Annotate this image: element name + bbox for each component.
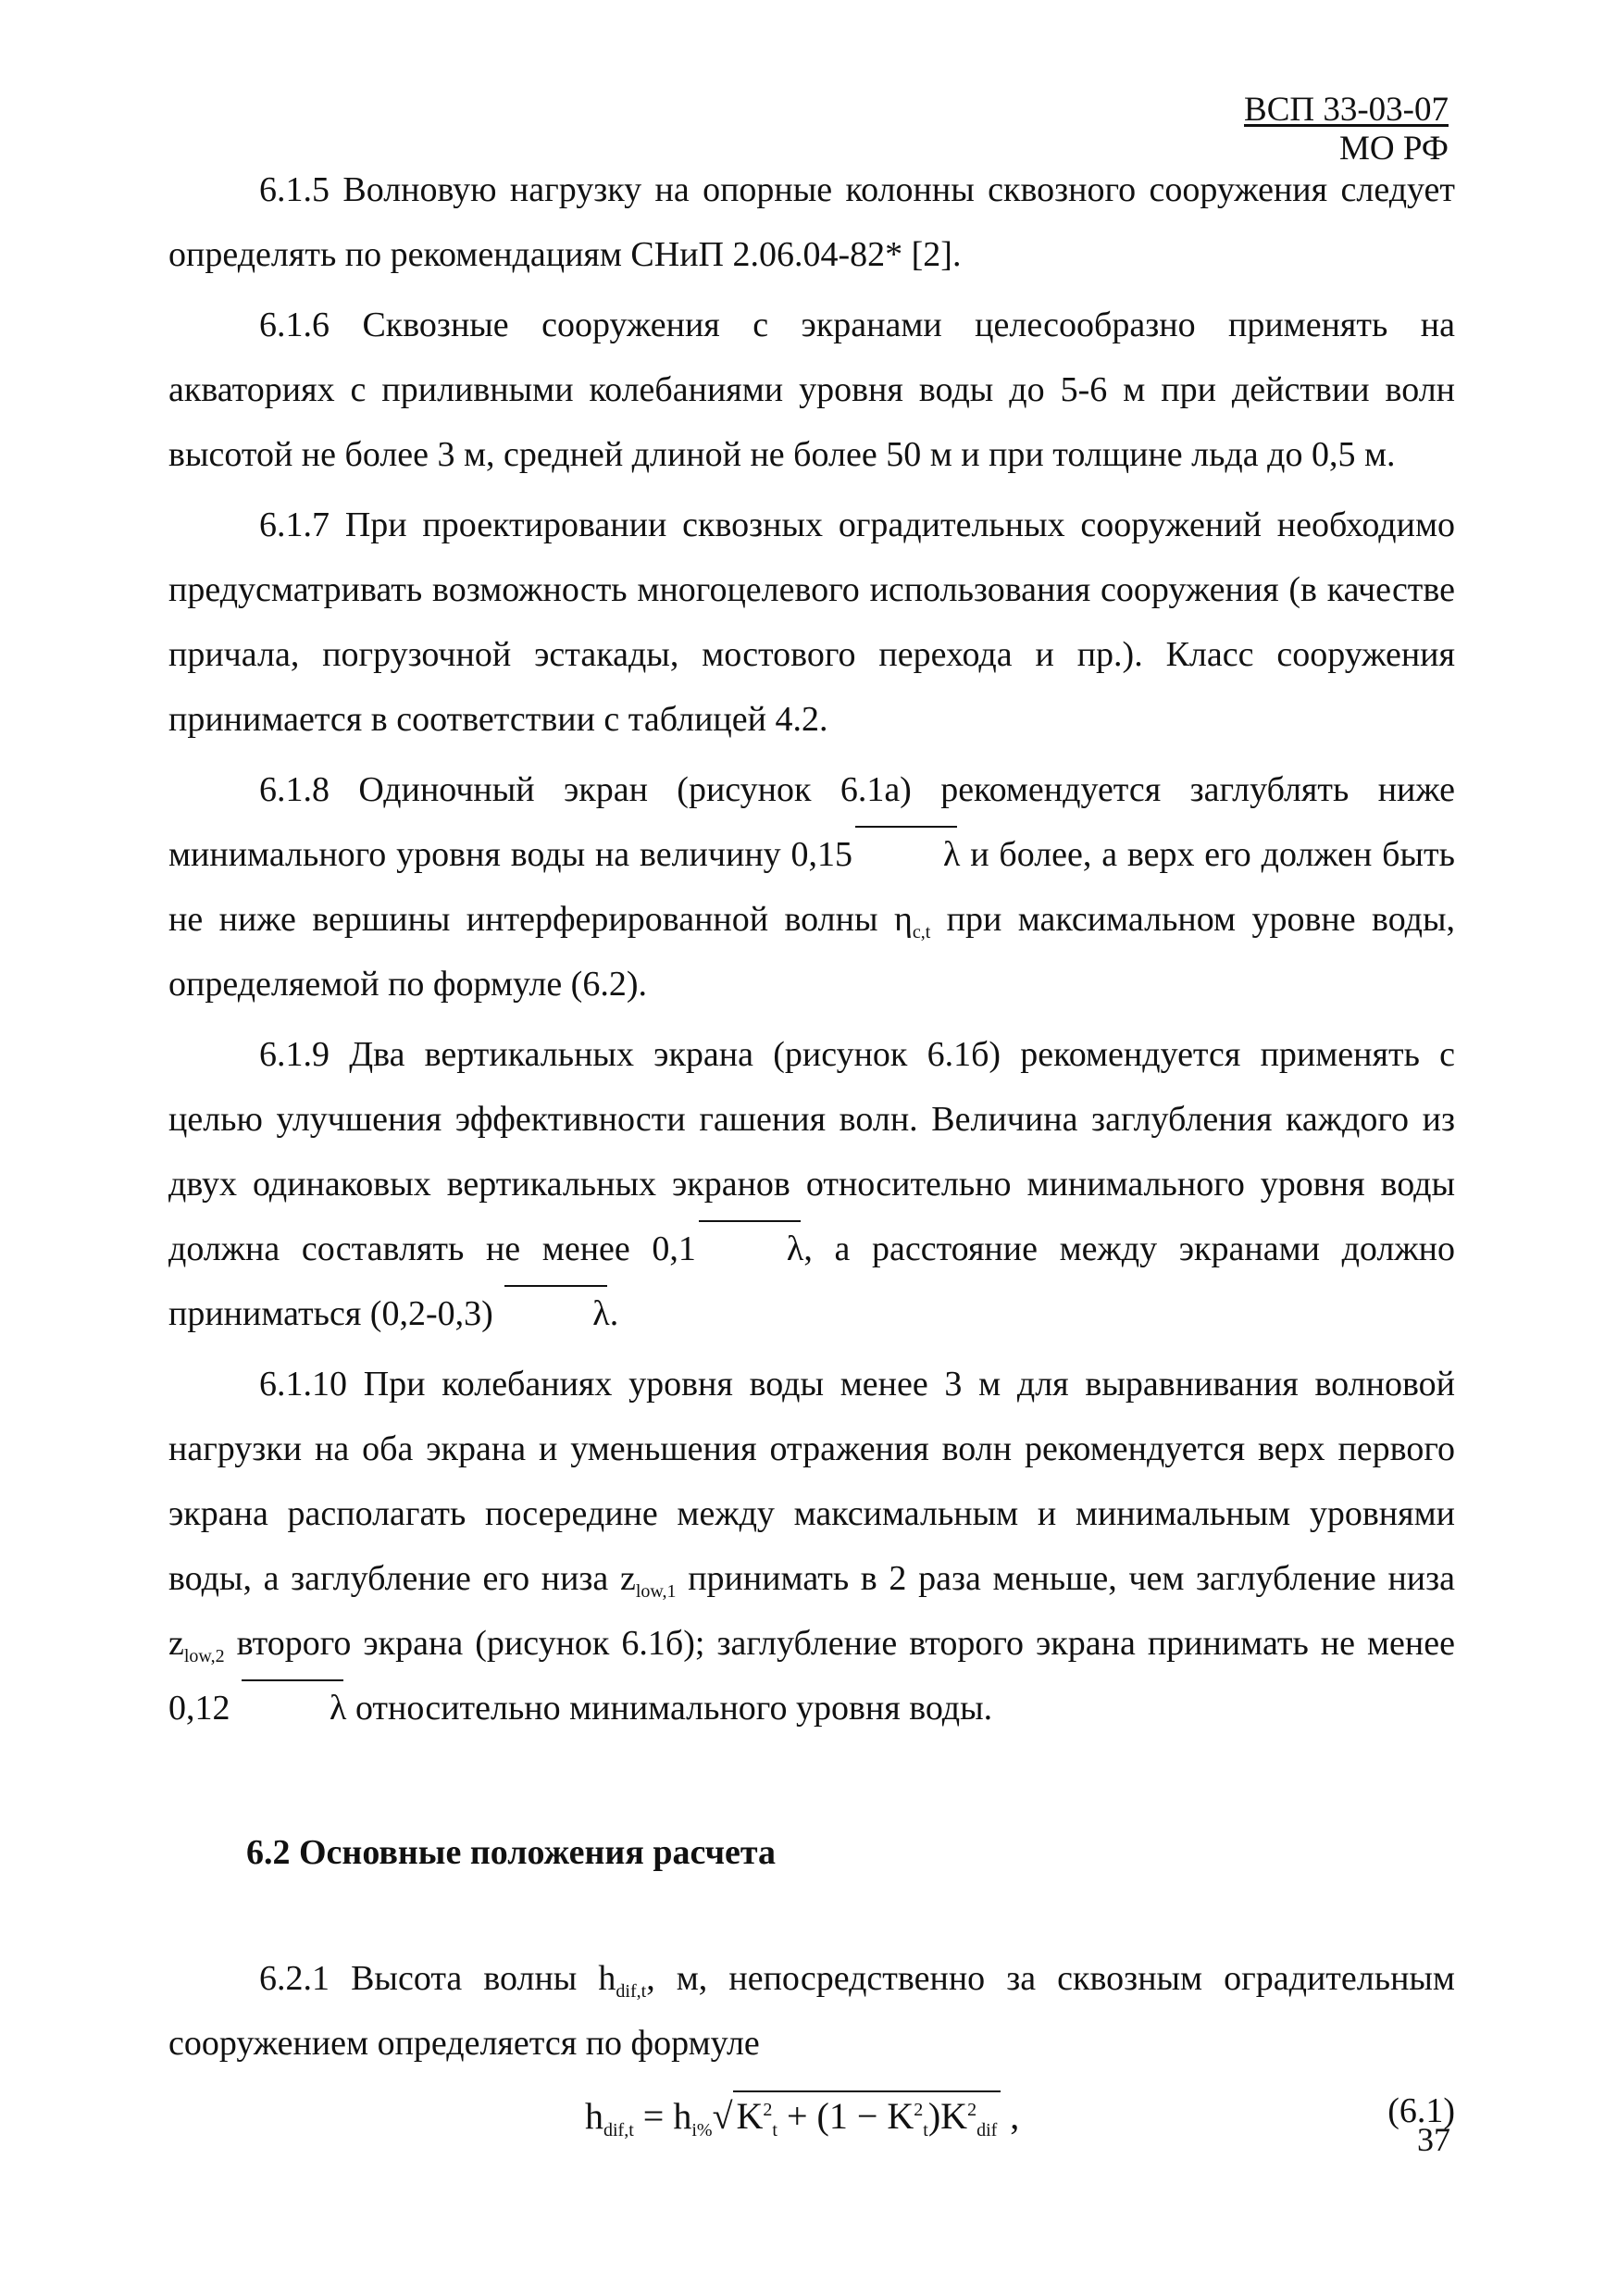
eta-symbol: η — [893, 900, 913, 939]
document-organization: МО РФ — [1338, 130, 1449, 168]
z-low-1-subscript: low,1 — [635, 1581, 677, 1602]
paragraph-text: 6.1.9 Два вертикальных экрана (рисунок 6.1б) рекомендуется применять с целью улучшения эффективности гашения волн. Величина заглубления каждого из двух одинаковых вертикальных экранов относительно минимального уровня воды должна составлять не менее 0,1 — [168, 1035, 1455, 1268]
z-low-2-subscript: low,2 — [183, 1646, 225, 1666]
paragraph-6-1-6: 6.1.6 Сквозные сооружения с экранами целесообразно применять на акваториях с приливными колебаниями уровня воды до 5-6 м при действии волн высотой не более 3 м, средней длиной не более 50 м и при толщине льда до 0,5 м. — [168, 306, 1455, 474]
formula-equals: = h — [633, 2095, 692, 2137]
formula-radicand — [733, 2090, 1001, 2138]
formula-k2-sup: 2 — [914, 2100, 924, 2120]
document-code: ВСП 33-03-07 — [1244, 91, 1449, 129]
h-dif-subscript: dif,t — [616, 1981, 647, 2002]
paragraph-text: 6.1.10 При колебаниях уровня воды менее 3 м для выравнивания волновой нагрузки на оба экрана и уменьшения отражения волн рекомендуется верх первого экрана располагать посередине между максимальным и минимальным уровнями воды, а заглубление его низа — [168, 1365, 1455, 1598]
paragraph-text: при максимальном уровне воды, определяемой по формуле (6.2). — [168, 900, 1455, 1004]
h-symbol: h — [598, 1959, 616, 1998]
formula-k1-sub: t — [772, 2120, 777, 2140]
paragraph-text: , а расстояние между экранами должно приниматься (0,2-0,3) — [168, 1229, 1455, 1333]
formula-close: )K — [927, 2095, 968, 2137]
lambda-bar-symbol: λ — [696, 1217, 803, 1281]
section-heading-6-2: 6.2 Основные положения расчета — [246, 1833, 777, 1872]
paragraph-text: 6.2.1 Высота волны — [259, 1959, 599, 1998]
formula-number: (6.1) — [1387, 2091, 1455, 2130]
eta-subscript: c,t — [912, 922, 931, 942]
paragraph-6-1-5: 6.1.5 Волновую нагрузку на опорные колонны сквозного сооружения следует определять по рекомендациям СНиП 2.06.04-82* [2]. — [168, 170, 1455, 274]
formula-k3-sub: dif — [976, 2120, 998, 2140]
z-symbol: z — [619, 1559, 636, 1598]
paragraph-text: и более, а верх его должен быть не ниже вершины интерферированной волны — [168, 835, 1455, 939]
paragraph-text: относительно минимального уровня воды. — [346, 1689, 993, 1728]
lambda-bar-symbol: λ — [502, 1281, 609, 1346]
sqrt-symbol: √ — [712, 2095, 733, 2137]
paragraph-6-1-7: 6.1.7 При проектировании сквозных оградительных сооружений необходимо предусматривать возможность многоцелевого использования сооружения (в качестве причала, погрузочной эстакады, мостового перехода и пр.). Класс сооружения принимается в соответствии с таблицей 4.2. — [168, 505, 1455, 739]
paragraph-6-2-1 — [168, 1946, 1455, 2076]
z-symbol: z — [168, 1624, 184, 1663]
formula-tail: , — [1001, 2095, 1020, 2137]
formula-expression — [585, 2090, 1019, 2138]
paragraph-text: 6.1.8 Одиночный экран (рисунок 6.1а) рекомендуется заглублять ниже минимального уровня воды на величину 0,15 — [168, 770, 1455, 874]
paragraph-6-1-10 — [168, 1352, 1455, 1741]
paragraph-6-1-9 — [168, 1022, 1455, 1346]
formula-mid: + (1 − K — [777, 2095, 914, 2137]
formula-lhs-subscript: dif,t — [603, 2120, 634, 2140]
paragraph-text: второго экрана (рисунок 6.1б); заглубление второго экрана принимать не менее 0,12 — [168, 1624, 1455, 1728]
formula-k1-sup: 2 — [763, 2100, 773, 2120]
formula-k1: K — [736, 2095, 764, 2137]
page-number: 37 — [1417, 2121, 1450, 2158]
formula-k3-sup: 2 — [967, 2100, 977, 2120]
page-body — [168, 157, 1455, 2165]
paragraph-text: , м, непосредственно за сквозным оградительным сооружением определяется по формуле — [168, 1959, 1455, 2063]
formula-k2-sub: t — [923, 2120, 928, 2140]
paragraph-text: . — [609, 1294, 619, 1333]
paragraph-text: принимать в 2 раза меньше, чем заглубление низа — [676, 1559, 1456, 1598]
formula-6-1 — [168, 2081, 1455, 2165]
lambda-bar-symbol: λ — [852, 822, 960, 887]
lambda-bar-symbol: λ — [239, 1676, 346, 1741]
paragraph-6-1-8 — [168, 757, 1455, 1017]
formula-lhs: h — [585, 2095, 603, 2137]
formula-h-subscript: i% — [691, 2120, 713, 2140]
